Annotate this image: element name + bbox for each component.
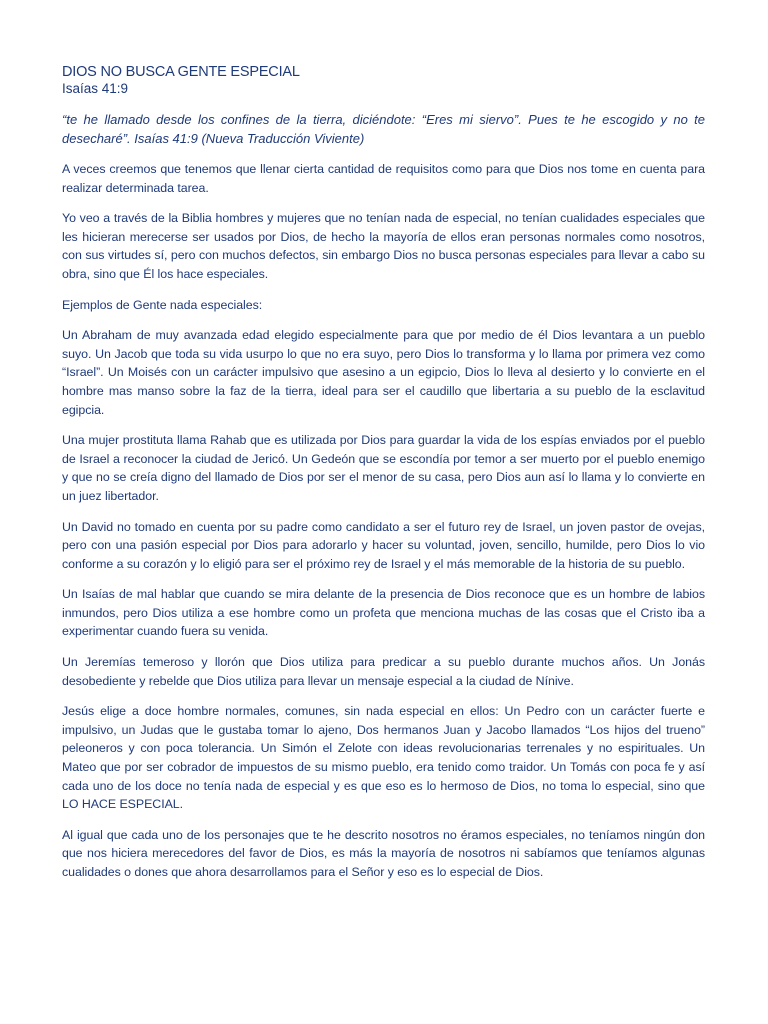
scripture-quote: “te he llamado desde los confines de la tierra, diciéndote: “Eres mi siervo”. Pues te he escogido y no te desecharé”. Isaías 41:9 (Nueva Traducción Viviente) (62, 112, 705, 146)
document-page (62, 64, 705, 894)
paragraph-7: Un Isaías de mal hablar que cuando se mira delante de la presencia de Dios reconoce que es un hombre de labios inmundos, pero Dios utiliza a ese hombre como un profeta que menciona muchas de las cosas que el Cristo iba a experimentar cuando fuera su venida. (62, 587, 705, 639)
paragraph-4: Un Abraham de muy avanzada edad elegido especialmente para que por medio de él Dios levantara a un pueblo suyo. Un Jacob que toda su vida usurpo lo que no era suyo, pero Dios lo transforma y lo llama por primera vez como “Israel”. Un Moisés con un carácter impulsivo que asesino a un egipcio, Dios lo lleva al desierto y lo convierte en el hombre mas manso sobre la faz de la tierra, ideal para ser el caudillo que libertaria a su pueblo de la esclavitud egipcia. (62, 328, 705, 417)
paragraph-9: Jesús elige a doce hombre normales, comunes, sin nada especial en ellos: Un Pedro con un carácter fuerte e impulsivo, un Judas que le gustaba tomar lo ajeno, Dos hermanos Juan y Jacobo llamados “Los hijos del trueno” peleoneros y con poca tolerancia. Un Simón el Zelote con ideas revolucionarias terrenales y no espirituales. Un Mateo que por ser cobrador de impuestos de su mismo pueblo, era tenido como traidor. Un Tomás con poca fe y así cada uno de los doce no tenía nada de especial y es que eso es lo hermoso de Dios, no toma lo especial, sino que LO HACE ESPECIAL. (62, 704, 705, 812)
paragraph-6: Un David no tomado en cuenta por su padre como candidato a ser el futuro rey de Israel, un joven pastor de ovejas, pero con una pasión especial por Dios para adorarlo y hacer su voluntad, joven, sencillo, humilde, pero Dios lo vio conforme a su corazón y lo eligió para ser el próximo rey de Israel y el más memorable de la historia de su pueblo. (62, 519, 705, 571)
document-title: DIOS NO BUSCA GENTE ESPECIAL (62, 64, 300, 80)
paragraph-3: Ejemplos de Gente nada especiales: (62, 297, 263, 312)
document-subtitle: Isaías 41:9 (62, 81, 129, 96)
paragraph-2: Yo veo a través de la Biblia hombres y mujeres que no tenían nada de especial, no tenían cualidades especiales que les hicieran merecerse ser usados por Dios, de hecho la mayoría de ellos eran personas normales como nosotros, con sus virtudes sí, pero con muchos defectos, sin embargo Dios no busca personas especiales para llevar a cabo su obra, sino que Él los hace especiales. (62, 211, 705, 281)
paragraph-5: Una mujer prostituta llama Rahab que es utilizada por Dios para guardar la vida de los espías enviados por el pueblo de Israel a reconocer la ciudad de Jericó. Un Gedeón que se escondía por temor a ser muerto por el pueblo enemigo y que no se creía digno del llamado de Dios por ser el menor de su casa, pero Dios aun así lo llama y lo convierte en un juez libertador. (62, 433, 705, 503)
paragraph-10: Al igual que cada uno de los personajes que te he descrito nosotros no éramos especiales, no teníamos ningún don que nos hiciera merecedores del favor de Dios, es más la mayoría de nosotros ni sabíamos que teníamos algunas cualidades o dones que ahora desarrollamos para el Señor y eso es lo especial de Dios. (62, 827, 705, 879)
paragraph-8: Un Jeremías temeroso y llorón que Dios utiliza para predicar a su pueblo durante muchos años. Un Jonás desobediente y rebelde que Dios utiliza para llevar un mensaje especial a la ciudad de Nínive. (62, 655, 705, 688)
paragraph-1: A veces creemos que tenemos que llenar cierta cantidad de requisitos como para que Dios nos tome en cuenta para realizar determinada tarea. (62, 162, 705, 195)
